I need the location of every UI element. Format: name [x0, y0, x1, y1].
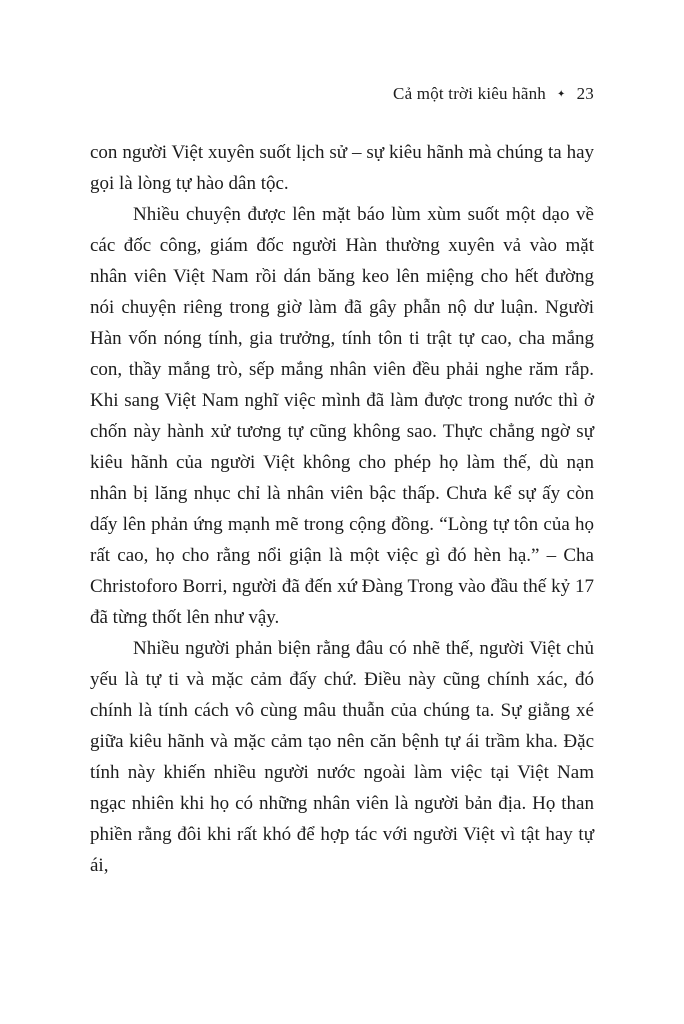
page-body: [90, 137, 594, 881]
paragraph-continuation: con người Việt xuyên suốt lịch sử – sự kiêu hãnh mà chúng ta hay gọi là lòng tự hào dân tộc.: [90, 142, 594, 194]
page-number: 23: [576, 84, 594, 103]
paragraph: Nhiều người phản biện rằng đâu có nhẽ thế, người Việt chủ yếu là tự ti và mặc cảm đấy chứ. Điều này cũng chính xác, đó chính là tính cách vô cùng mâu thuẫn của chúng ta. Sự giằng xé giữa kiêu hãnh và mặc cảm tạo nên căn bệnh tự ái trầm kha. Đặc tính này khiến nhiều người nước ngoài làm việc tại Việt Nam ngạc nhiên khi họ có những nhân viên là người bản địa. Họ than phiền rằng đôi khi rất khó để hợp tác với người Việt vì tật hay tự ái,: [90, 638, 594, 876]
diamond-separator-icon: ✦: [557, 89, 566, 100]
running-header: [90, 84, 594, 104]
page-content: [90, 84, 594, 881]
paragraph: Nhiều chuyện được lên mặt báo lùm xùm suốt một dạo về các đốc công, giám đốc người Hàn thường xuyên vả vào mặt nhân viên Việt Nam rồi dán băng keo lên miệng cho hết đường nói chuyện riêng trong giờ làm đã gây phẫn nộ dư luận. Người Hàn vốn nóng tính, gia trưởng, tính tôn ti trật tự cao, cha mắng con, thầy mắng trò, sếp mắng nhân viên đều phải nghe răm rắp. Khi sang Việt Nam nghĩ việc mình đã làm được trong nước thì ở chốn này hành xử tương tự cũng không sao. Thực chẳng ngờ sự kiêu hãnh của người Việt không cho phép họ làm thế, dù nạn nhân bị lăng nhục chỉ là nhân viên bậc thấp. Chưa kể sự ấy còn dấy lên phản ứng mạnh mẽ trong cộng đồng. “Lòng tự tôn của họ rất cao, họ cho rằng nổi giận là một việc gì đó hèn hạ.” – Cha Christoforo Borri, người đã đến xứ Đàng Trong vào đầu thế kỷ 17 đã từng thốt lên như vậy.: [90, 204, 594, 628]
running-title: Cả một trời kiêu hãnh: [393, 84, 546, 103]
